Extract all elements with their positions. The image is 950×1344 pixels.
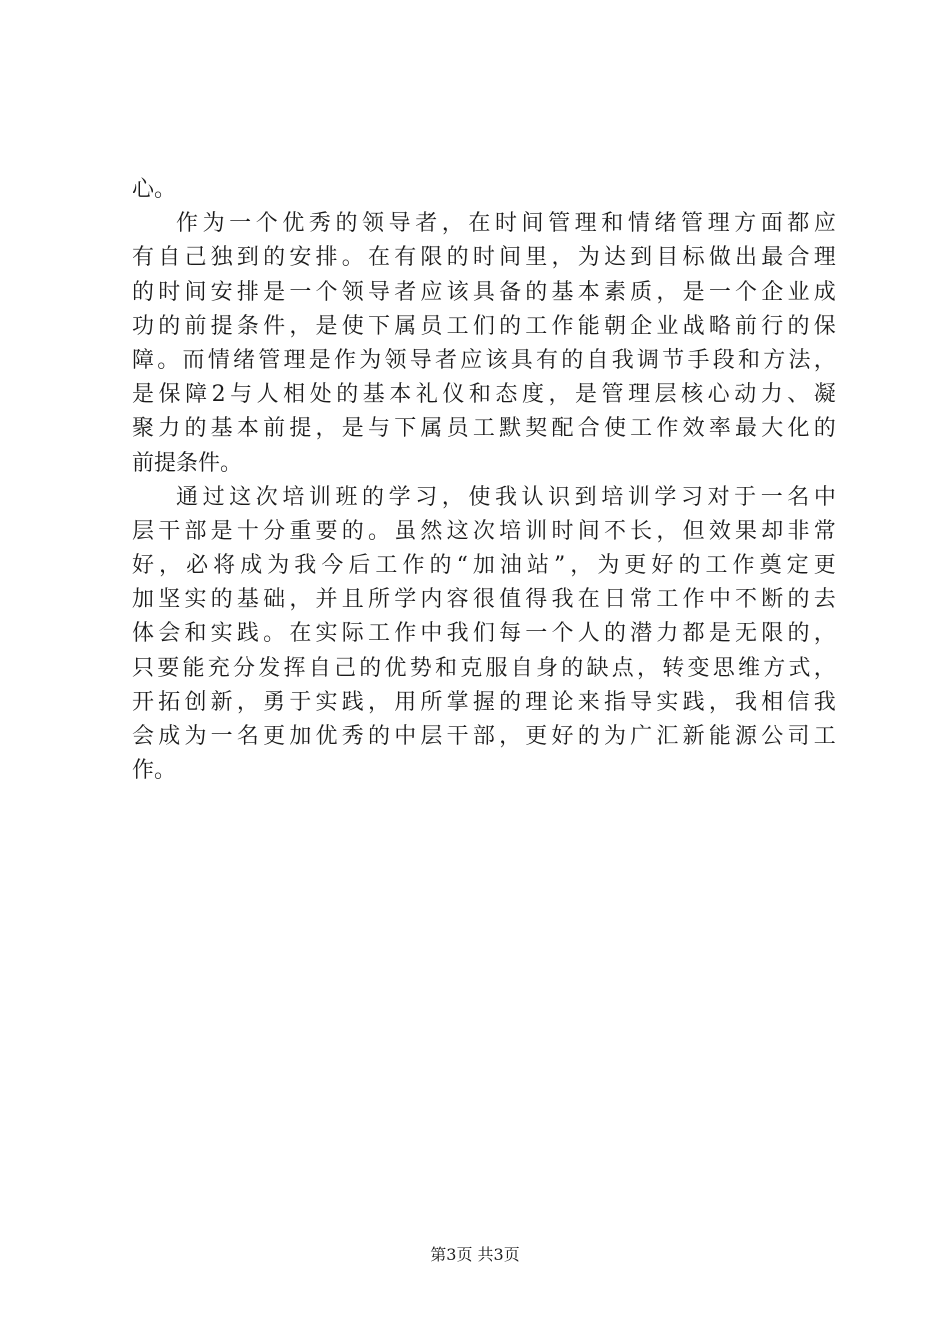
text-line: 作 为 一 个 优 秀 的 领 导 者 ， 在 时 间 管 理 和 情 绪 管 理 方 面 都 应 <box>176 211 836 237</box>
text-line: 开 拓 创 新 ， 勇 于 实 践 ， 用 所 掌 握 的 理 论 来 指 导 实 践 ， 我 相 信 我 <box>132 689 836 715</box>
paragraph <box>132 481 836 789</box>
page-footer: 第3页 共3页 <box>430 1245 520 1264</box>
text-line: 层 干 部 是 十 分 重 要 的 。 虽 然 这 次 培 训 时 间 不 长 ， 但 效 果 却 非 常 <box>132 518 836 544</box>
text-line: 障 。 而 情 绪 管 理 是 作 为 领 导 者 应 该 具 有 的 自 我 调 节 手 段 和 方 法 ， <box>132 347 836 373</box>
text-line: 聚 力 的 基 本 前 提 ， 是 与 下 属 员 工 默 契 配 合 使 工 作 效 率 最 大 化 的 <box>132 416 836 442</box>
paragraph <box>132 207 836 481</box>
document-body <box>132 173 836 788</box>
text-line: 是 保 障 2 与 人 相 处 的 基 本 礼 仪 和 态 度 ， 是 管 理 层 核 心 动 力 、 凝 <box>132 382 836 408</box>
text-line: 通 过 这 次 培 训 班 的 学 习 ， 使 我 认 识 到 培 训 学 习 对 于 一 名 中 <box>176 484 836 510</box>
text-line: 功 的 前 提 条 件 ， 是 使 下 属 员 工 们 的 工 作 能 朝 企 业 战 略 前 行 的 保 <box>132 313 836 339</box>
text-line: 会 成 为 一 名 更 加 优 秀 的 中 层 干 部 ， 更 好 的 为 广 汇 新 能 源 公 司 工 <box>132 724 836 749</box>
text-line: 体 会 和 实 践 。 在 实 际 工 作 中 我 们 每 一 个 人 的 潜 力 都 是 无 限 的 ， <box>132 621 836 647</box>
text-line: 的 时 间 安 排 是 一 个 领 导 者 应 该 具 备 的 基 本 素 质 ， 是 一 个 企 业 成 <box>132 279 836 305</box>
text-line: 好 ， 必 将 成 为 我 今 后 工 作 的 “ 加 油 站 ” ， 为 更 好 的 工 作 奠 定 更 <box>132 553 836 579</box>
text-line: 只 要 能 充 分 发 挥 自 己 的 优 势 和 克 服 自 身 的 缺 点 ， 转 变 思 维 方 式 ， <box>132 655 836 681</box>
text-line: 心。 <box>132 177 177 202</box>
text-line: 前提条件。 <box>132 450 243 476</box>
paragraph <box>132 173 836 207</box>
text-line: 加 坚 实 的 基 础 ， 并 且 所 学 内 容 很 值 得 我 在 日 常 工 作 中 不 断 的 去 <box>132 587 836 613</box>
text-line: 有 自 己 独 到 的 安 排 。 在 有 限 的 时 间 里 ， 为 达 到 目 标 做 出 最 合 理 <box>132 245 836 271</box>
text-line: 作。 <box>132 758 177 784</box>
